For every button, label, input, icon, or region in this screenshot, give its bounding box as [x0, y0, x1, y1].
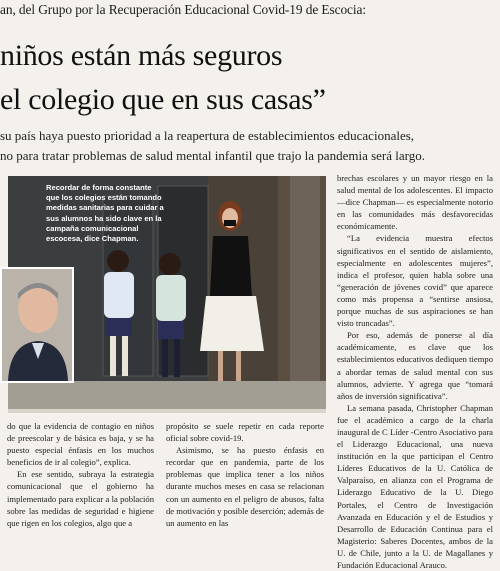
- portrait-inset: [0, 267, 74, 383]
- photo-divider: [8, 409, 326, 413]
- article-right-column: [337, 172, 493, 571]
- right-column-paragraph: La semana pasada, Christopher Chapman fue el académico a cargo de la charla inaugural de C Líder -Centro Asociativo para el Liderazgo Educacional, una nueva institución en la que participan el Centro Líderes Educativos de la U. Católica de Valparaíso, en alianza con el Programa de Liderazgo Educativo de la U. Diego Portales, el Centro de Investigación Avanzada en Educación y el de Estudios y Desarrollo de Educación Continua para el Magisterio: Saberes Docentes, ambos de la U. de Chile, junto a la U. de Magallanes y Fundación Educacional Arauco.: [337, 402, 493, 570]
- article-bottom-column-2: [166, 420, 324, 529]
- right-column-paragraph: Por eso, además de ponerse al día académicamente, es clave que los establecimientos educativos dediquen tiempo a abordar temas de salud mental con sus alumnos, advierte. Y agrega que “tomará años de inversión significativa”.: [337, 330, 493, 401]
- article-kicker: an, del Grupo por la Recuperación Educacional Covid-19 de Escocia:: [0, 2, 366, 17]
- article-deck-line-2: no para tratar problemas de salud mental infantil que trajo la pandemia será largo.: [0, 148, 425, 163]
- article-headline-line-1: niños están más seguros: [0, 39, 283, 72]
- right-column-paragraph: “La evidencia muestra efectos significativos en el sentido de aislamiento, especialmente en adolescentes mujeres”, indica el profesor, quien habla sobre una “generación de jóvenes covid” que aparece como más propensa a “sentirse ansiosa, porque muchas de sus aspiraciones se han visto truncadas”.: [337, 233, 493, 329]
- bottom-column-paragraph: Asimismo, se ha puesto énfasis en recordar que en pandemia, parte de los problemas que implica tener a los niños durante muchos meses en casa se relacionan con un aumento en el peligro de abusos, falta de motivación y posible deserción; además de un aumento en las: [166, 445, 324, 528]
- right-column-paragraph: brechas escolares y un mayor riesgo en la salud mental de los adolescentes. El impacto —dice Chapman— es especialmente notorio en las comunidades más desfavorecidas económicamente.: [337, 173, 493, 232]
- bottom-column-paragraph: do que la evidencia de contagio en niños de preescolar y de básica es baja, y se ha puesto especial énfasis en los muchos beneficios de ir al colegio”, explica.: [7, 421, 154, 468]
- portrait-illustration: [2, 269, 72, 381]
- bottom-column-paragraph: propósito se suele repetir en cada reporte oficial sobre covid-19.: [166, 421, 324, 444]
- article-deck-line-1: su país haya puesto prioridad a la reapertura de establecimientos educacionales,: [0, 128, 415, 143]
- article-headline-line-2: el colegio que en sus casas”: [0, 83, 326, 116]
- article-bottom-column-1: [7, 420, 154, 529]
- photo-caption: Recordar de forma constante que los colegios están tomando medidas sanitarias para cuidar a sus alumnos ha sido clave en la campaña comunicacional escocesa, dice Chapman.: [46, 183, 164, 244]
- bottom-column-paragraph: En ese sentido, subraya la estrategia comunicacional que el gobierno ha implementado para explicar a la población sobre las medidas de seguridad e higiene que rigen en los colegios, algo que a: [7, 469, 154, 528]
